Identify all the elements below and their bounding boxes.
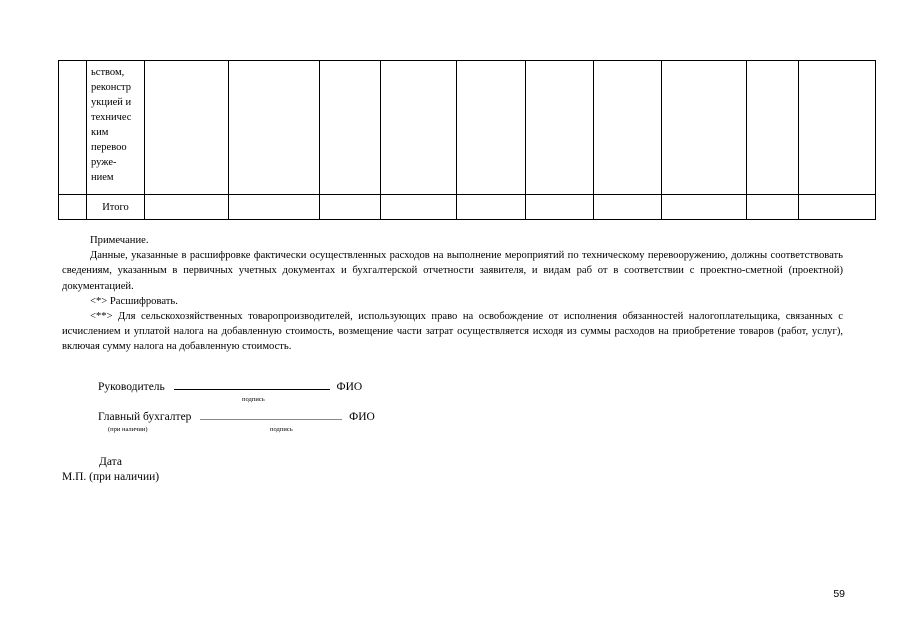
table-cell [381, 195, 457, 220]
date-label: Дата [99, 456, 122, 468]
head-signature-field[interactable] [174, 389, 330, 390]
cell-text-line: укцией и [91, 97, 132, 108]
table-cell [662, 61, 747, 195]
table-cell [229, 195, 320, 220]
table-cell [145, 195, 229, 220]
table-cell [526, 61, 594, 195]
total-label: Итого [87, 195, 145, 220]
cell-text-line: техничес [91, 112, 132, 123]
table-cell [594, 61, 662, 195]
head-fio: ФИО [336, 381, 363, 393]
table-cell [320, 61, 381, 195]
expense-table [58, 60, 876, 220]
table-cell [457, 61, 526, 195]
table-cell [320, 195, 381, 220]
table-cell [747, 195, 799, 220]
table-cell [229, 61, 320, 195]
notes-section [62, 233, 843, 355]
table-cell [59, 195, 87, 220]
table-cell [526, 195, 594, 220]
stamp-label: М.П. (при наличии) [62, 471, 160, 483]
note-footnote-2: <**> Для сельскохозяйственных товаропроизводителей, использующих право на освобождение от исполнения обязанностей налогоплательщика, связанных с исчислением и уплатой налога на добавленную стоимость, возмещение части затрат осуществляется исходя из суммы расходов на приобретение товаров (работ, услуг), включая сумму налога на добавленную стоимость. [62, 311, 843, 353]
cell-text-line: реконстр [91, 82, 131, 93]
table-cell [381, 61, 457, 195]
notes-heading: Примечание. [90, 235, 149, 246]
chief-label: Главный бухгалтер [98, 411, 192, 423]
table-cell [145, 61, 229, 195]
chief-signature-line [98, 411, 375, 423]
cell-text-line: нием [91, 172, 114, 183]
table-cell [594, 195, 662, 220]
table-cell [747, 61, 799, 195]
page-number: 59 [833, 588, 845, 600]
table-row-total [59, 195, 876, 220]
head-label: Руководитель [98, 381, 165, 393]
chief-fio: ФИО [349, 411, 375, 423]
table-row [59, 61, 876, 195]
table-cell [457, 195, 526, 220]
table-cell [799, 61, 876, 195]
cell-text-line: ким [91, 127, 109, 138]
table-cell [799, 195, 876, 220]
cell-text-line: перевоо [91, 142, 127, 153]
table-cell [59, 61, 87, 195]
table-cell-description [87, 61, 145, 195]
note-footnote-1: <*> Расшифровать. [90, 295, 178, 307]
cell-text-line: руже- [91, 157, 117, 168]
note-paragraph: Данные, указанные в расшифровке фактически осуществленных расходов на выполнение мероприятий по техническому перевооружению, должны соответствовать сведениям, указанным в первичных учетных документах и бухгалтерской отчетности заявителя, и видам раб от в соответствии с проектно-сметной (проектной) документацией. [62, 250, 843, 292]
head-signature-caption: подпись [242, 396, 265, 403]
chief-if-any-caption: (при наличии) [108, 426, 148, 433]
cell-text-line: ьством, [91, 67, 125, 78]
table-cell [662, 195, 747, 220]
chief-signature-caption: подпись [270, 426, 293, 433]
chief-signature-field[interactable] [200, 419, 342, 420]
head-signature-line [98, 381, 362, 393]
